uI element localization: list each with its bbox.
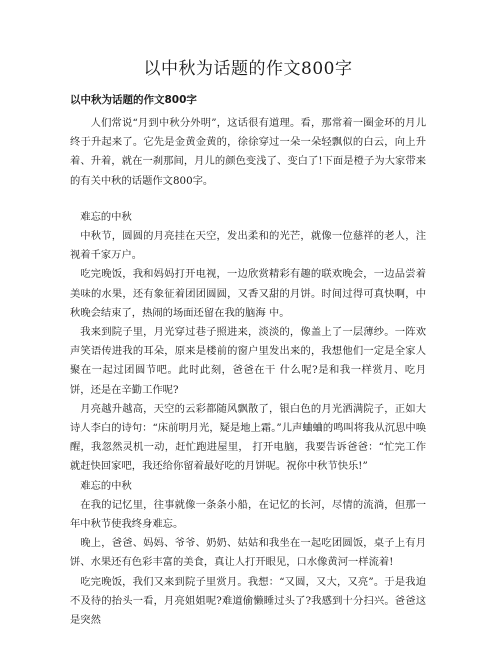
- section-heading: 难忘的中秋: [80, 210, 132, 223]
- body-paragraph: 月亮越升越高，天空的云彩都随风飘散了，银白色的月光洒满院子，正如大诗人李白的诗句：“床前明月光，疑是地上霜。”儿声蛐蛐的鸣叫将我从沉思中唤醒，我忽然灵机一动，赶忙跑进屋里， 打开电脑，我要告诉爸爸：“忙完工作就赶快回家吧，我还给你留着最好吃的月饼呢。祝你中秋节快乐!”: [70, 402, 426, 473]
- section-gap: [70, 191, 426, 208]
- article-subtitle: 以中秋为话题的作文800字: [70, 94, 197, 106]
- body-paragraph: 中秋节，圆圆的月亮挂在天空，发出柔和的光芒，就像一位慈祥的老人，注视着千家万户。: [70, 230, 426, 262]
- body-paragraph: 吃完晚饭，我和妈妈打开电视，一边欣赏精彩有趣的联欢晚会，一边品尝着美味的水果，还有象征着团团圆圆，又香又甜的月饼。时间过得可真快啊，中秋晚会结束了，热闹的场面还留在我的脑海 中。: [70, 268, 426, 319]
- body-paragraph: 在我的记忆里，往事就像一条条小船，在记忆的长河，尽情的流淌，但那一年中秋节使我终身难忘。: [70, 498, 426, 531]
- body-paragraph: 晚上，爸爸、妈妈、爷爷、奶奶、姑姑和我坐在一起吃团圆饭，桌子上有月饼、水果还有色彩丰富的美食，真让人打开眼见，口水像黄河一样流着!: [70, 537, 426, 569]
- body-paragraph: 我来到院子里，月光穿过巷子照进来，淡淡的，像盖上了一层薄纱。一阵欢声笑语传进我的耳朵，原来是楼前的窗户里发出来的，我想他们一定是全家人聚在一起过团圆节吧。此时此刻，爸爸在干 什么呢?是和我一样赏月、吃月饼，还是在辛勤工作呢?: [70, 326, 426, 396]
- page-title: 以中秋为话题的作文800字: [143, 59, 353, 79]
- section-heading: 难忘的中秋: [80, 479, 132, 492]
- intro-paragraph: 人们常说“月到中秋分外明”，这话很有道理。看，那常着一圈金环的月儿终于升起来了。它先是金黄金黄的，徐徐穿过一朵一朵轻飘似的白云，向上升着、升着，就在一刹那间，月儿的颜色变浅了、变白了!下面是橙子为大家带来的有关中秋的话题作文800字。: [70, 117, 426, 187]
- body-paragraph: 吃完晚饭，我们又来到院子里赏月。我想：“又圆，又大，又亮”。于是我迫不及待的抬头一看，月亮姐姐呢?难道偷懒睡过头了?我感到十分扫兴。爸爸这是突然: [70, 575, 426, 627]
